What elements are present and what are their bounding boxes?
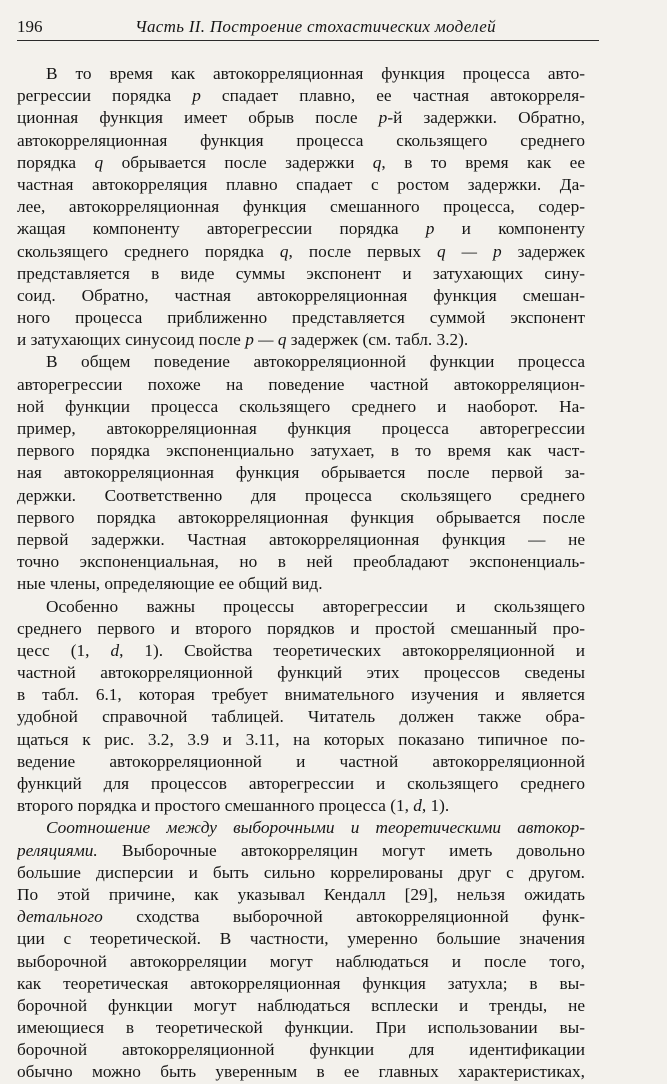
text-segment: в табл. 6.1, которая требует внимательного изучения и является (17, 685, 585, 705)
text-segment: порядка (17, 152, 95, 172)
text-line (17, 1017, 585, 1039)
text-segment: цесс (1, (17, 640, 111, 660)
text-line (17, 751, 585, 773)
text-line (17, 817, 585, 839)
text-segment: обрывается после задержки (103, 152, 373, 172)
text-line (17, 706, 585, 728)
text-segment: лее, автокорреляционная функция смешанного процесса, содер- (17, 197, 585, 217)
text-segment: большие дисперсии и быть сильно коррелированы друг с другом. (17, 862, 585, 882)
text-segment: скользящего среднего порядка (17, 241, 280, 261)
text-line (17, 573, 585, 595)
text-segment: сходства выборочной автокорреляционной функ- (102, 907, 585, 927)
text-line (17, 906, 585, 928)
text-line (17, 329, 585, 351)
running-title: Часть II. Построение стохастических моделей (135, 17, 496, 36)
text-segment: удобной справочной таблицей. Читатель должен также обра- (17, 707, 585, 727)
page-number: 196 (17, 17, 43, 36)
text-segment: , 1). (421, 796, 450, 816)
text-segment: жащая компоненту авторегрессии порядка (17, 219, 426, 239)
text-segment: спадает плавно, ее частная автокорреля- (200, 86, 585, 106)
text-line (17, 85, 585, 107)
running-header (17, 14, 599, 41)
text-segment: борочной функции могут наблюдаться всплески и тренды, не (17, 995, 585, 1015)
italic-text: p (425, 219, 435, 239)
text-line (17, 152, 585, 174)
text-segment: частная автокорреляция плавно спадает с ростом задержки. Да- (17, 174, 585, 194)
text-line (17, 862, 585, 884)
text-line (17, 307, 585, 329)
text-line (17, 529, 585, 551)
text-segment: ведение автокорреляционной и частной автокорреляционной (17, 751, 585, 771)
italic-text: q (279, 241, 289, 261)
text-segment: ционная функция имеет обрыв после (17, 108, 379, 128)
text-line (17, 951, 585, 973)
italic-text: Соотношение между выборочными и теоретическими автокор- (46, 818, 585, 838)
text-segment: В общем поведение автокорреляционной функции процесса (46, 352, 585, 372)
text-line (17, 773, 585, 795)
text-segment: ции с теоретической. В частности, умеренно большие значения (17, 929, 585, 949)
text-segment: обычно можно быть уверенным в ее главных характеристиках, (17, 1062, 585, 1082)
text-segment: По этой причине, как указывал Кендалл [29], нельзя ожидать (17, 884, 585, 904)
text-segment: первой задержки. Частная автокорреляционная функция — не (17, 529, 585, 549)
text-segment: -й задержки. Обратно, (387, 108, 585, 128)
text-segment: ного процесса приближенно представляется суммой экспонент (17, 308, 585, 328)
text-line (17, 196, 585, 218)
text-line (17, 218, 585, 240)
text-line (17, 551, 585, 573)
text-line (17, 107, 585, 129)
text-segment: В то время как автокорреляционная функция процесса авто- (46, 64, 585, 83)
text-line (17, 418, 585, 440)
text-segment: ной функции процесса скользящего среднего и наоборот. На- (17, 396, 585, 416)
text-segment: первого порядка экспоненциально затухает, в то время как част- (17, 441, 585, 461)
text-segment: первого порядка автокорреляционная функция обрывается после (17, 507, 585, 527)
text-line (17, 618, 585, 640)
text-segment: ные члены, определяющие ее общий вид. (17, 574, 323, 594)
text-line (17, 928, 585, 950)
text-line (17, 374, 585, 396)
text-segment: , в то время как ее (381, 152, 585, 172)
text-segment: держки. Соответственно для процесса скользящего среднего (17, 485, 585, 505)
text-segment: регрессии порядка (17, 86, 193, 106)
text-line (17, 462, 585, 484)
text-segment: борочной автокорреляционной функции для идентификации (17, 1040, 585, 1060)
text-segment: щаться к рис. 3.2, 3.9 и 3.11, на которых показано типичное по- (17, 729, 585, 749)
text-segment: задержек (501, 241, 585, 261)
italic-text: q (94, 152, 104, 172)
text-segment: и компоненту (434, 219, 585, 239)
text-segment: , после первых (288, 241, 438, 261)
text-line (17, 440, 585, 462)
text-segment: ная автокорреляционная функция обрывается после первой за- (17, 463, 585, 483)
text-segment: авторегрессии похоже на поведение частной автокорреляцион- (17, 374, 585, 394)
text-line (17, 130, 585, 152)
italic-text: p — q (245, 330, 287, 350)
italic-text: детального (17, 907, 103, 927)
text-segment: как теоретическая автокорреляционная функция затухла; в вы- (17, 973, 585, 993)
text-line (17, 485, 585, 507)
italic-text: d (110, 640, 120, 660)
text-line (17, 729, 585, 751)
text-line (17, 662, 585, 684)
text-line (17, 840, 585, 862)
text-line (17, 396, 585, 418)
text-line (17, 63, 585, 85)
text-line (17, 640, 585, 662)
text-line (17, 884, 585, 906)
text-line (17, 795, 585, 817)
italic-text: реляциями. (17, 840, 98, 860)
text-segment: частной автокорреляционной функций этих процессов сведены (17, 663, 585, 683)
text-segment: Выборочные автокорреляцин могут иметь довольно (97, 840, 585, 860)
text-line (17, 973, 585, 995)
text-segment: функций для процессов авторегрессии и скользящего среднего (17, 774, 585, 793)
text-line (17, 1061, 585, 1083)
text-segment: среднего первого и второго порядков и простой смешанный про- (17, 618, 585, 638)
italic-text: q — p (437, 241, 502, 261)
text-segment: , 1). Свойства теоретических автокорреляционной и (119, 640, 585, 660)
italic-text: p (378, 108, 388, 128)
italic-text: q (372, 152, 382, 172)
text-line (17, 596, 585, 618)
text-segment: пример, автокорреляционная функция процесса авторегрессии (17, 419, 585, 438)
text-segment: и затухающих синусоид после (17, 330, 246, 350)
text-segment: представляется в виде суммы экспонент и затухающих сину- (17, 263, 585, 283)
text-segment: второго порядка и простого смешанного процесса (1, (17, 796, 414, 816)
text-line (17, 351, 585, 373)
text-line (17, 507, 585, 529)
text-segment: задержек (см. табл. 3.2). (286, 330, 469, 350)
text-segment: имеющиеся в теоретической функции. При использовании вы- (17, 1018, 585, 1038)
text-line (17, 263, 585, 285)
text-line (17, 241, 585, 263)
text-segment: выборочной автокорреляции могут наблюдаться и после того, (17, 951, 585, 971)
text-segment: Особенно важны процессы авторегрессии и скользящего (46, 596, 585, 616)
text-segment: автокорреляционная функция процесса скользящего среднего (17, 130, 585, 150)
text-line (17, 995, 585, 1017)
text-body (17, 63, 585, 1084)
text-line (17, 285, 585, 307)
text-segment: соид. Обратно, частная автокорреляционная функция смешан- (17, 285, 585, 305)
italic-text: p (192, 86, 201, 106)
text-line (17, 174, 585, 196)
italic-text: d (413, 796, 422, 816)
text-line (17, 684, 585, 706)
text-segment: точно экспоненциальная, но в ней преобладают экспоненциаль- (17, 552, 585, 572)
text-line (17, 1039, 585, 1061)
